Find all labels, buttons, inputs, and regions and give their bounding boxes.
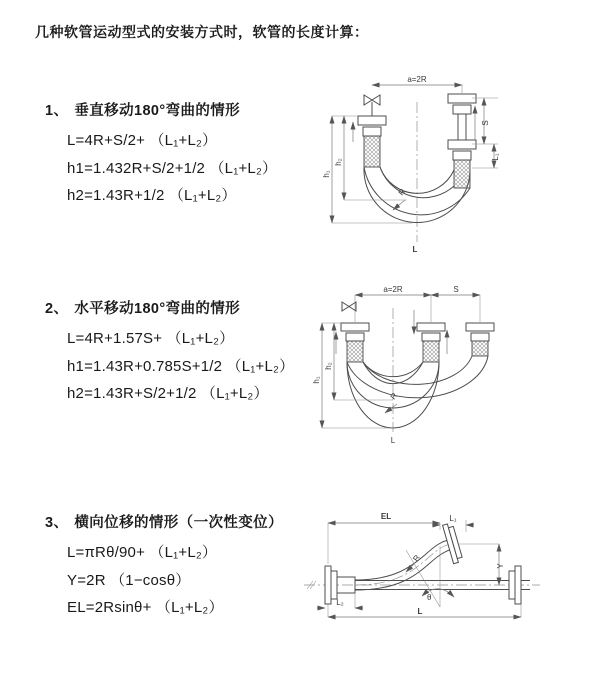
section-number: 1、 [45, 103, 69, 119]
radius-label: R [396, 187, 408, 198]
section-3 [45, 513, 320, 622]
angle-label: θ [427, 593, 432, 602]
dimension-label: h₂ [324, 362, 333, 370]
formula-line: L=4R+1.57S+ （L₁+L₂） [67, 330, 235, 347]
dimension-label: a=2R [407, 75, 427, 84]
dimension-label: h₂ [334, 158, 343, 166]
dimension-label: S [453, 285, 459, 294]
dimension-label: Y [496, 563, 505, 569]
radius-arrow [385, 404, 397, 413]
braided-hose-section [364, 136, 380, 167]
flange-middle [417, 323, 445, 341]
hose-s-curve [355, 540, 452, 590]
right-flange [509, 566, 530, 604]
dimension-label: S [481, 120, 490, 126]
hose-u-bend [347, 356, 488, 428]
length-label: L [390, 436, 396, 445]
valve-icon [364, 95, 380, 116]
dimension-label: a=2R [383, 285, 403, 294]
dimension-label: h₁ [322, 170, 331, 178]
formula-line: h1=1.43R+0.785S+1/2 （L₁+L₂） [67, 357, 295, 375]
right-flange-upper [448, 94, 476, 114]
section-2-heading [45, 299, 320, 319]
section-1-heading [45, 101, 320, 121]
section-1 [45, 101, 320, 210]
section-3-heading [45, 513, 320, 533]
radius-label: R [411, 553, 422, 564]
braided-hose-section [454, 160, 470, 188]
section-title: 水平移动180°弯曲的情形 [74, 301, 241, 317]
section-title: 垂直移动180°弯曲的情形 [74, 103, 241, 119]
angle-construction [406, 546, 440, 607]
hose-center-line [355, 544, 450, 585]
formula-line: h2=1.43R+1/2 （L₁+L₂） [67, 187, 237, 204]
length-label: L [412, 245, 418, 254]
dimension-label: EL [380, 512, 392, 521]
lateral-displacement-diagram [300, 500, 596, 646]
braided-hose-section [347, 341, 363, 362]
section-2 [45, 299, 320, 408]
length-label: L [417, 607, 423, 616]
formula-line: L=4R+S/2+ （L₁+L₂） [67, 132, 218, 149]
section-number: 3、 [45, 515, 69, 531]
right-flange-lower [448, 140, 476, 160]
braided-hose-section [423, 341, 439, 362]
left-flange [358, 116, 386, 136]
radius-label: R [388, 391, 400, 402]
formula-line: Y=2R （1−cosθ） [67, 571, 191, 589]
dimension-label: L₂ [336, 598, 344, 607]
page-title: 几种软管运动型式的安装方式时，软管的长度计算： [35, 24, 369, 40]
section-title: 横向位移的情形（一次性变位） [74, 515, 283, 531]
vertical-bend-diagram [312, 72, 544, 258]
formula-line: EL=2Rsinθ+ （L₁+L₂） [67, 599, 224, 616]
tilted-flange [443, 523, 464, 564]
formula-line: h1=1.432R+S/2+1/2 （L₁+L₂） [67, 159, 278, 177]
formula-line: L=πRθ/90+ （L₁+L₂） [67, 544, 218, 561]
formula-line: h2=1.43R+S/2+1/2 （L₁+L₂） [67, 385, 269, 402]
horizontal-bend-diagram [306, 280, 600, 450]
dimension-label: L₁ [449, 514, 457, 523]
valve-icon [342, 302, 356, 311]
dimension-label: L₁ [491, 153, 500, 161]
section-number: 2、 [45, 301, 69, 317]
dimension-label: h₁ [312, 376, 321, 384]
flange-right [466, 323, 494, 341]
braided-hose-section [472, 341, 488, 356]
radius-arrow [393, 200, 405, 210]
flange-left [341, 323, 369, 341]
